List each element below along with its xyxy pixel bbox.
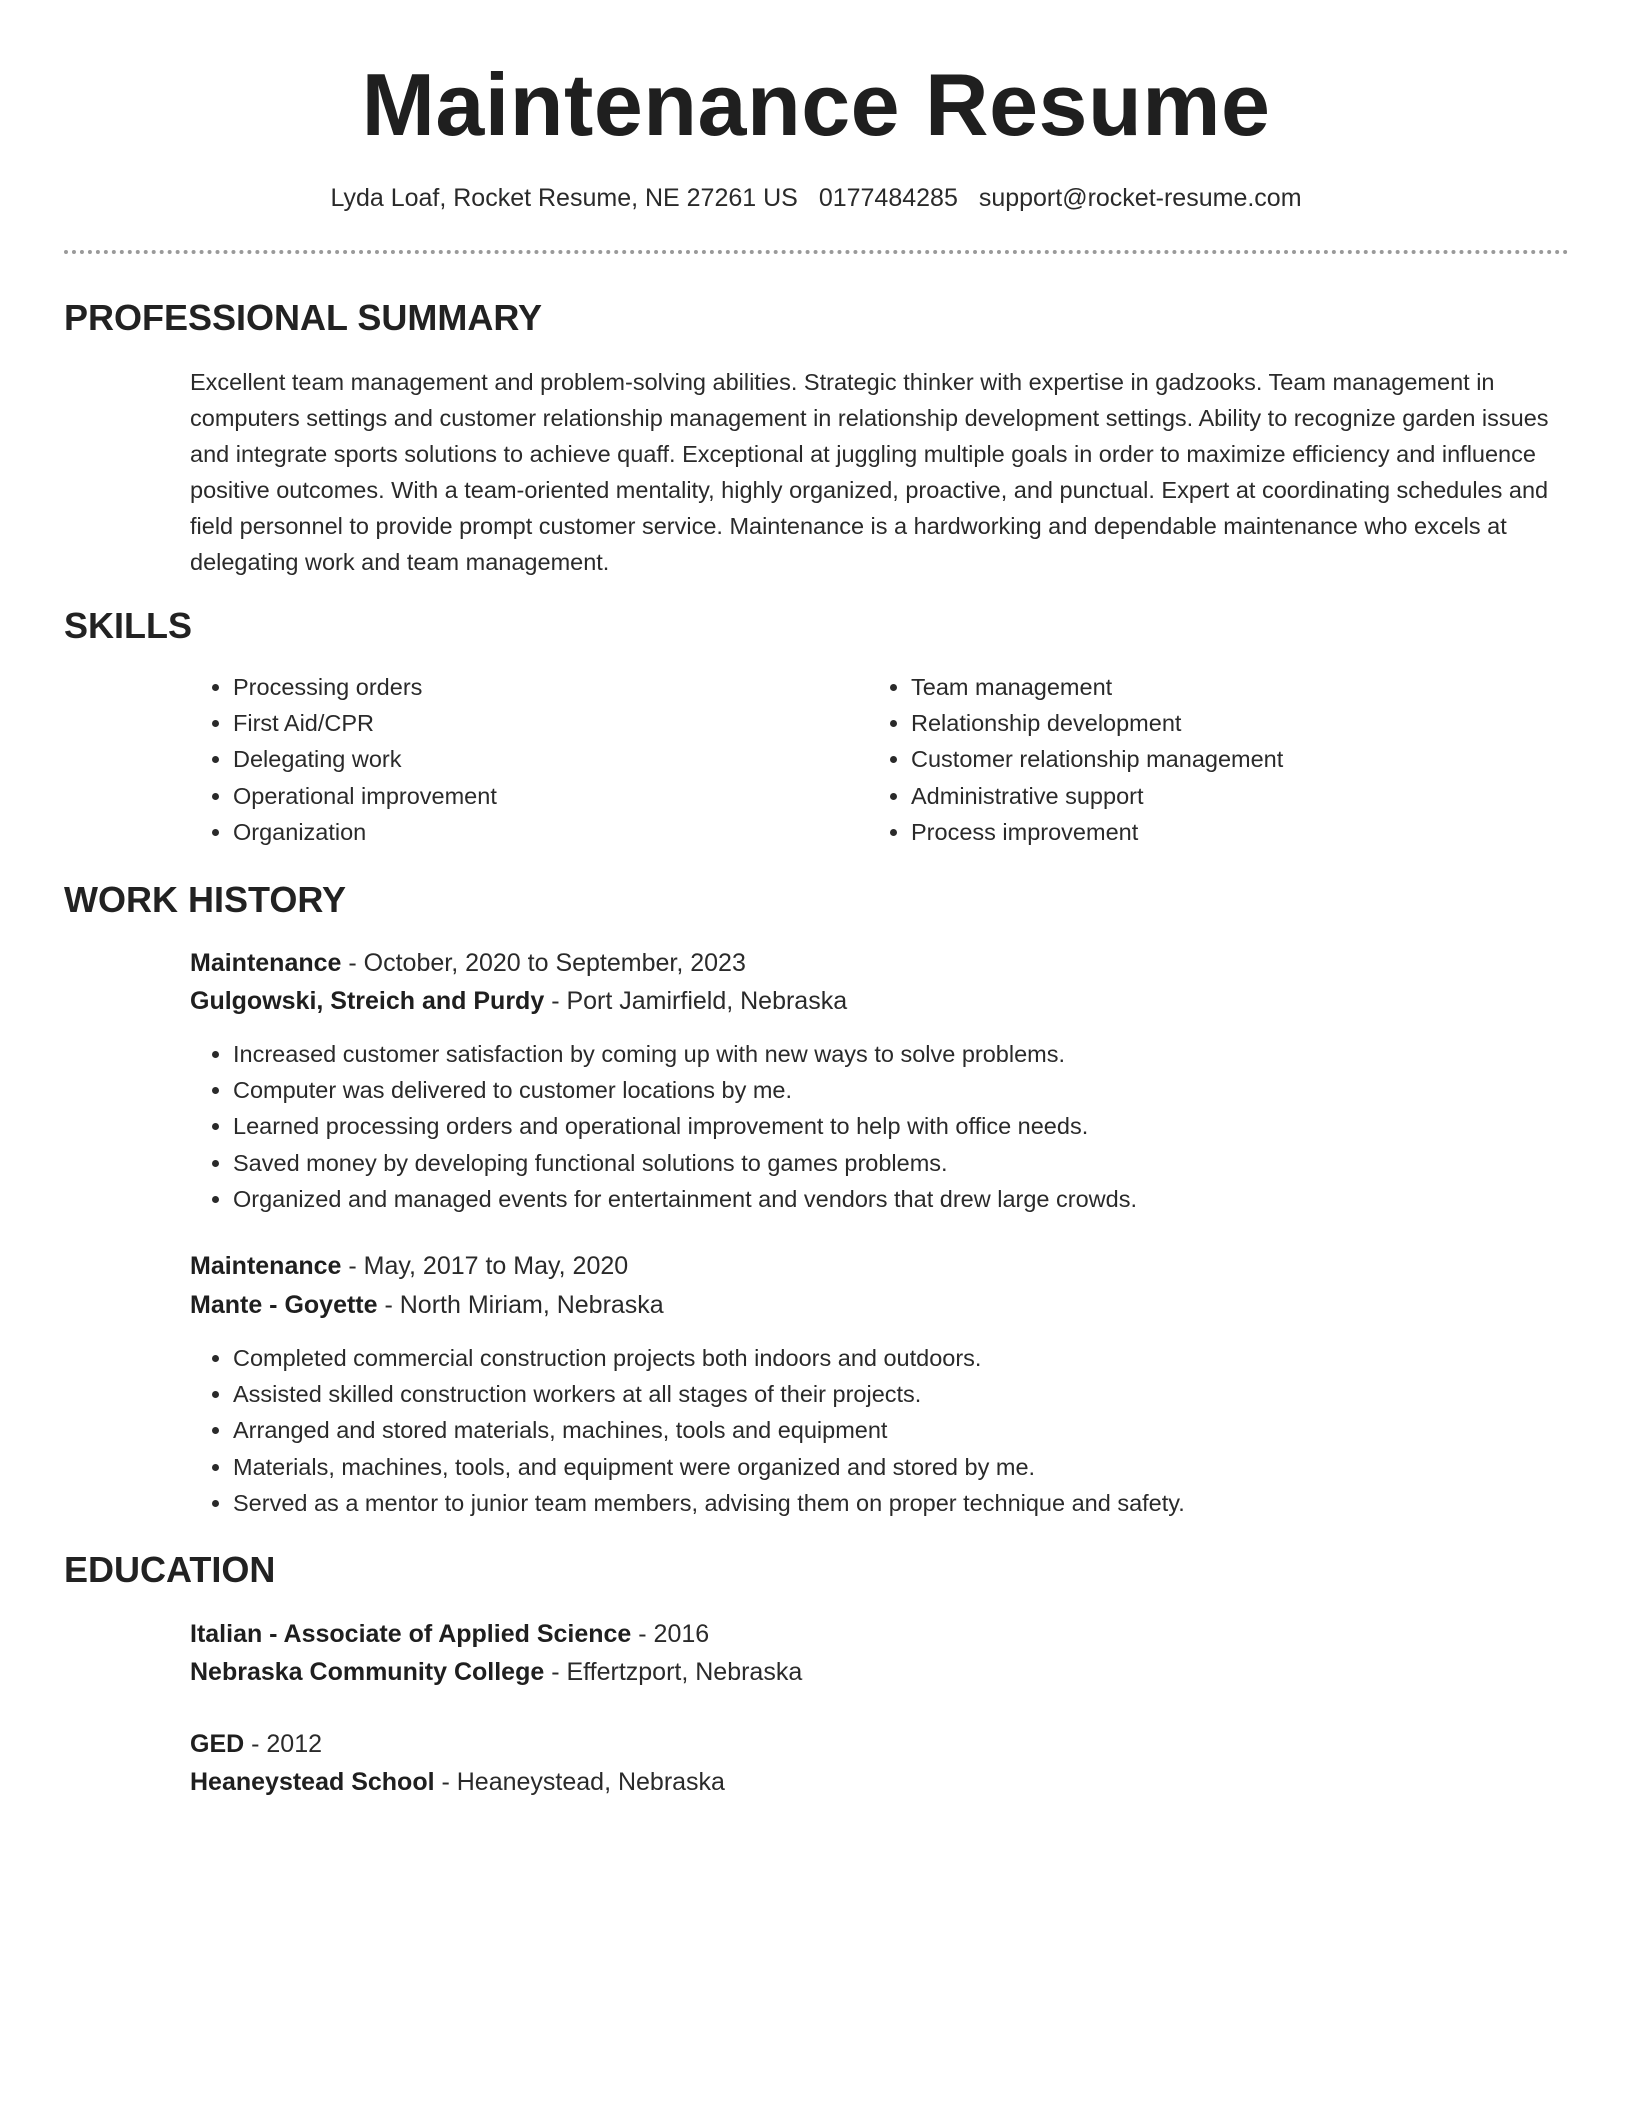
job-bullet: • Computer was delivered to customer locations by me. [233,1072,1613,1108]
job-title: Maintenance [190,1252,342,1280]
job-bullet: • Assisted skilled construction workers at all stages of their projects. [233,1376,1613,1412]
education-year: - 2016 [631,1620,710,1648]
education-degree-line [190,1615,709,1653]
education-degree: GED [190,1730,245,1758]
job-title-line [190,1247,628,1285]
job-title-line [190,944,746,982]
job-bullet: • Arranged and stored materials, machines, tools and equipment [233,1412,1613,1448]
contact-phone: 0177484285 [818,184,958,212]
skill-item: • First Aid/CPR [233,705,853,741]
education-degree: Italian - Associate of Applied Science [190,1620,632,1648]
skill-item: • Relationship development [911,705,1531,741]
job-bullet: • Saved money by developing functional solutions to games problems. [233,1145,1613,1181]
job-bullets [190,1036,1613,1217]
education-location: - Heaneystead, Nebraska [434,1768,725,1796]
job-company-line [190,982,847,1020]
education-school-line [190,1653,802,1691]
skills-heading: SKILLS [64,605,193,646]
job-dates: - October, 2020 to September, 2023 [341,949,746,977]
job-company: Gulgowski, Streich and Purdy [190,987,545,1015]
job-bullet: • Increased customer satisfaction by coming up with new ways to solve problems. [233,1036,1613,1072]
education-school-line [190,1763,725,1801]
job-company-line [190,1286,664,1324]
skill-item: • Process improvement [911,814,1531,850]
job-location: - Port Jamirfield, Nebraska [544,987,848,1015]
job-company: Mante - Goyette [190,1291,378,1319]
job-bullet: • Materials, machines, tools, and equipment were organized and stored by me. [233,1449,1613,1485]
education-location: - Effertzport, Nebraska [544,1658,803,1686]
work-history-heading: WORK HISTORY [64,879,347,920]
skill-item: • Team management [911,669,1531,705]
job-bullet: • Completed commercial construction projects both indoors and outdoors. [233,1340,1613,1376]
job-bullet: • Organized and managed events for entertainment and vendors that drew large crowds. [233,1181,1613,1217]
skills-list-right [868,669,1531,850]
job-bullets [190,1340,1613,1521]
contact-email: support@rocket-resume.com [978,184,1302,212]
skill-item: • Organization [233,814,853,850]
education-heading: EDUCATION [64,1549,276,1590]
resume-title: Maintenance Resume [361,55,1271,154]
education-degree-line [190,1725,322,1763]
skill-item: • Customer relationship management [911,741,1531,777]
skills-list-left [190,669,853,850]
summary-text: Excellent team management and problem-solving abilities. Strategic thinker with expertise in gadzooks. Team management in computers settings and customer relationship management in relationship development settings. Ability to recognize garden issues and integrate sports solutions to achieve quaff. Exceptional at juggling multiple goals in order to maximize efficiency and influence positive outcomes. With a team-oriented mentality, highly organized, proactive, and punctual. Expert at coordinating schedules and field personnel to provide prompt customer service. Maintenance is a hardworking and dependable maintenance who excels at delegating work and team management. [190,369,1549,575]
education-year: - 2012 [244,1730,323,1758]
skill-item: • Administrative support [911,778,1531,814]
job-title: Maintenance [190,949,342,977]
job-location: - North Miriam, Nebraska [377,1291,664,1319]
contact-line [0,178,1632,218]
education-school: Nebraska Community College [190,1658,545,1686]
skill-item: • Operational improvement [233,778,853,814]
skill-item: • Processing orders [233,669,853,705]
contact-address: Lyda Loaf, Rocket Resume, NE 27261 US [330,184,798,212]
job-bullet: • Learned processing orders and operational improvement to help with office needs. [233,1108,1613,1144]
job-dates: - May, 2017 to May, 2020 [341,1252,629,1280]
job-bullet: • Served as a mentor to junior team members, advising them on proper technique and safety. [233,1485,1613,1521]
summary-heading: PROFESSIONAL SUMMARY [64,297,543,338]
skill-item: • Delegating work [233,741,853,777]
education-school: Heaneystead School [190,1768,435,1796]
header-divider [64,250,1569,254]
